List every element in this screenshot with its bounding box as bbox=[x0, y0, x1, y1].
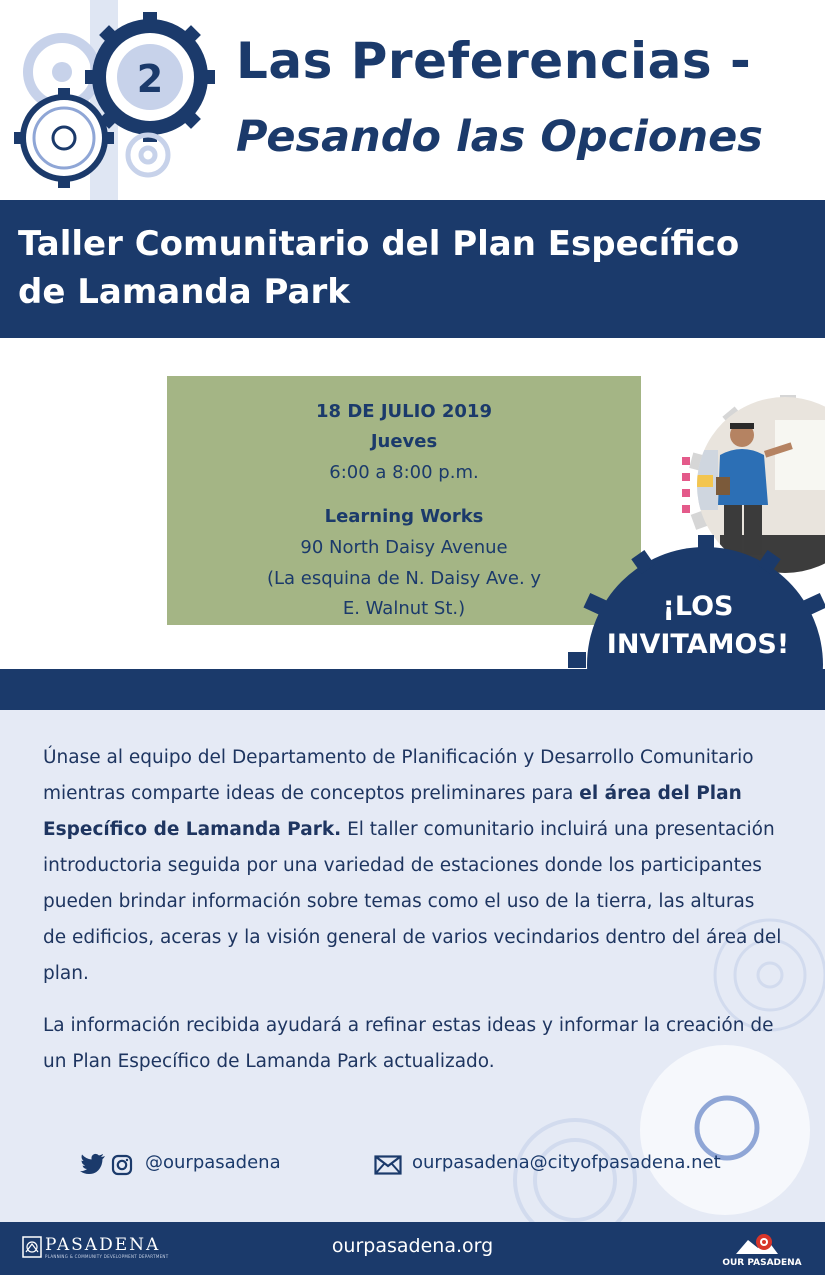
step-number: 2 bbox=[136, 57, 164, 101]
website-link[interactable]: ourpasadena.org bbox=[331, 1235, 494, 1257]
gears-logo-icon bbox=[0, 0, 230, 200]
badge-line-1: ¡LOS bbox=[662, 591, 734, 622]
badge-line-2: INVITAMOS! bbox=[606, 629, 790, 660]
instagram-icon[interactable] bbox=[111, 1154, 133, 1176]
event-date: 18 DE JULIO 2019 bbox=[316, 401, 492, 422]
email-link[interactable]: ourpasadena@cityofpasadena.net bbox=[412, 1152, 721, 1173]
our-pasadena-logo-text: OUR PASADENA bbox=[722, 1258, 802, 1268]
section-divider bbox=[0, 669, 825, 710]
event-cross-streets-2: E. Walnut St.) bbox=[342, 598, 466, 619]
para1-text-end: El taller comunitario incluirá una presentación introductoria seguida por una variedad de estaciones donde los participantes pueden brindar información sobre temas como el uso de la tierra, las alturas de edificios, aceras y la visión general de varios vecindarios dentro del área del plan. bbox=[43, 819, 782, 984]
banner-line-1: Taller Comunitario del Plan Específico bbox=[18, 224, 740, 264]
description-paragraph-1 bbox=[43, 740, 783, 992]
our-pasadena-logo-icon bbox=[728, 1230, 796, 1258]
para1-text: Únase al equipo del Departamento de Planificación y Desarrollo Comunitario mientras comparte ideas de conceptos preliminares para bbox=[43, 747, 754, 804]
description-paragraph-2: La información recibida ayudará a refinar estas ideas y informar la creación de un Plan Específico de Lamanda Park actualizado. bbox=[43, 1015, 774, 1072]
mail-icon[interactable] bbox=[374, 1155, 402, 1175]
event-venue: Learning Works bbox=[324, 506, 484, 527]
banner-heading bbox=[18, 220, 818, 316]
event-cross-streets-1: (La esquina de N. Daisy Ave. y bbox=[266, 568, 542, 589]
badge-text bbox=[598, 588, 798, 664]
event-weekday: Jueves bbox=[370, 431, 438, 452]
event-address: 90 North Daisy Avenue bbox=[300, 537, 508, 558]
social-handle[interactable]: @ourpasadena bbox=[145, 1152, 281, 1173]
para1-bold-text: el área del Plan Específico de Lamanda Park. bbox=[43, 783, 742, 840]
banner-line-2: de Lamanda Park bbox=[18, 272, 350, 312]
pasadena-logo-subtext: PLANNING & COMMUNITY DEVELOPMENT DEPARTMENT bbox=[45, 1254, 169, 1259]
page-title: Las Preferencias - bbox=[236, 32, 752, 90]
pasadena-logo-text: PASADENA bbox=[45, 1235, 161, 1255]
twitter-icon[interactable] bbox=[80, 1153, 106, 1175]
event-time: 6:00 a 8:00 p.m. bbox=[329, 462, 479, 483]
page-subtitle: Pesando las Opciones bbox=[236, 112, 763, 162]
